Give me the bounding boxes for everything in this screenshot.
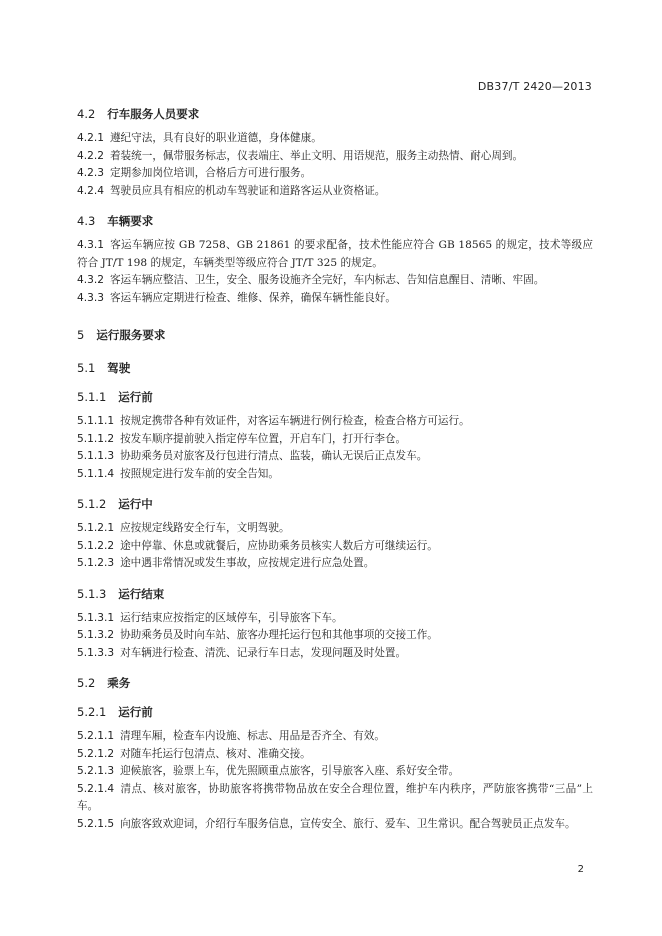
clause: 5.1.1.4 按照规定进行发车前的安全告知。 xyxy=(77,467,279,480)
clause: 4.3.3 客运车辆应定期进行检查、维修、保养，确保车辆性能良好。 xyxy=(77,291,396,304)
clause: 4.3.2 客运车辆应整洁、卫生，安全、服务设施齐全完好，车内标志、告知信息醒目、清晰、牢固。 xyxy=(77,274,545,286)
section-heading: 5 运行服务要求 xyxy=(77,328,166,342)
clause: 5.1.2.3 途中遇非常情况或发生事故，应按规定进行应急处置。 xyxy=(77,557,375,569)
document-code: DB37/T 2420—2013 xyxy=(477,80,592,93)
clause: 5.1.3.1 运行结束应按指定的区域停车，引导旅客下车。 xyxy=(77,611,343,624)
clause: 5.1.2.2 途中停靠、休息或就餐后，应协助乘务员核实人数后方可继续运行。 xyxy=(77,539,438,552)
section-heading: 5.1.2 运行中 xyxy=(77,497,153,511)
clause: 5.1.1.1 按规定携带各种有效证件，对客运车辆进行例行检查，检查合格方可运行。 xyxy=(77,415,470,427)
page-number: 2 xyxy=(577,864,584,875)
section-heading: 5.1.1 运行前 xyxy=(77,390,153,404)
document-body xyxy=(77,106,593,833)
clause: 4.2.4 驾驶员应具有相应的机动车驾驶证和道路客运从业资格证。 xyxy=(77,184,386,197)
section-heading: 4.3 车辆要求 xyxy=(77,214,154,228)
clause: 5.1.1.2 按发车顺序提前驶入指定停车位置，开启车门，打开行李仓。 xyxy=(77,432,407,445)
section-heading: 5.2.1 运行前 xyxy=(77,705,153,719)
section-heading: 5.1 驾驶 xyxy=(77,361,131,375)
section-heading: 5.2 乘务 xyxy=(77,676,131,690)
clause: 4.3.1 客运车辆应按 GB 7258、GB 21861 的要求配备，技术性能应符合 GB 18565 的规定，技术等级应符合 JT/T 198 的规定，车辆类型等级应符合 JT/T 325 的规定。 xyxy=(77,239,593,269)
clause: 5.1.2.1 应按规定线路安全行车，文明驾驶。 xyxy=(77,522,290,534)
clause: 5.1.1.3 协助乘务员对旅客及行包进行清点、监装，确认无误后正点发车。 xyxy=(77,450,428,462)
clause: 5.2.1.4 清点、核对旅客，协助旅客将携带物品放在安全合理位置，维护车内秩序，严防旅客携带“三品”上车。 xyxy=(77,782,593,812)
clause: 4.2.3 定期参加岗位培训，合格后方可进行服务。 xyxy=(77,167,312,179)
clause: 5.1.3.3 对车辆进行检查、清洗、记录行车日志，发现问题及时处置。 xyxy=(77,646,407,659)
clause: 4.2.2 着装统一，佩带服务标志，仪表端庄、举止文明、用语规范，服务主动热情、耐心周到。 xyxy=(77,149,524,162)
clause: 4.2.1 遵纪守法，具有良好的职业道德，身体健康。 xyxy=(77,132,322,144)
sec-4-2 xyxy=(77,106,593,122)
clause: 5.2.1.2 对随车托运行包清点、核对、准确交接。 xyxy=(77,747,311,760)
section-heading: 5.1.3 运行结束 xyxy=(77,586,165,601)
section-heading: 4.2 行车服务人员要求 xyxy=(77,107,200,121)
clause: 5.2.1.5 向旅客致欢迎词，介绍行车服务信息，宣传安全、旅行、爱车、卫生常识。配合驾驶员正点发车。 xyxy=(77,817,576,830)
clause: 5.2.1.3 迎候旅客，验票上车，优先照顾重点旅客，引导旅客入座、系好安全带。 xyxy=(77,765,460,777)
clause: 5.2.1.1 清理车厢，检查车内设施、标志、用品是否齐全、有效。 xyxy=(77,730,385,742)
clause: 5.1.3.2 协助乘务员及时向车站、旅客办理托运行包和其他事项的交接工作。 xyxy=(77,629,438,641)
